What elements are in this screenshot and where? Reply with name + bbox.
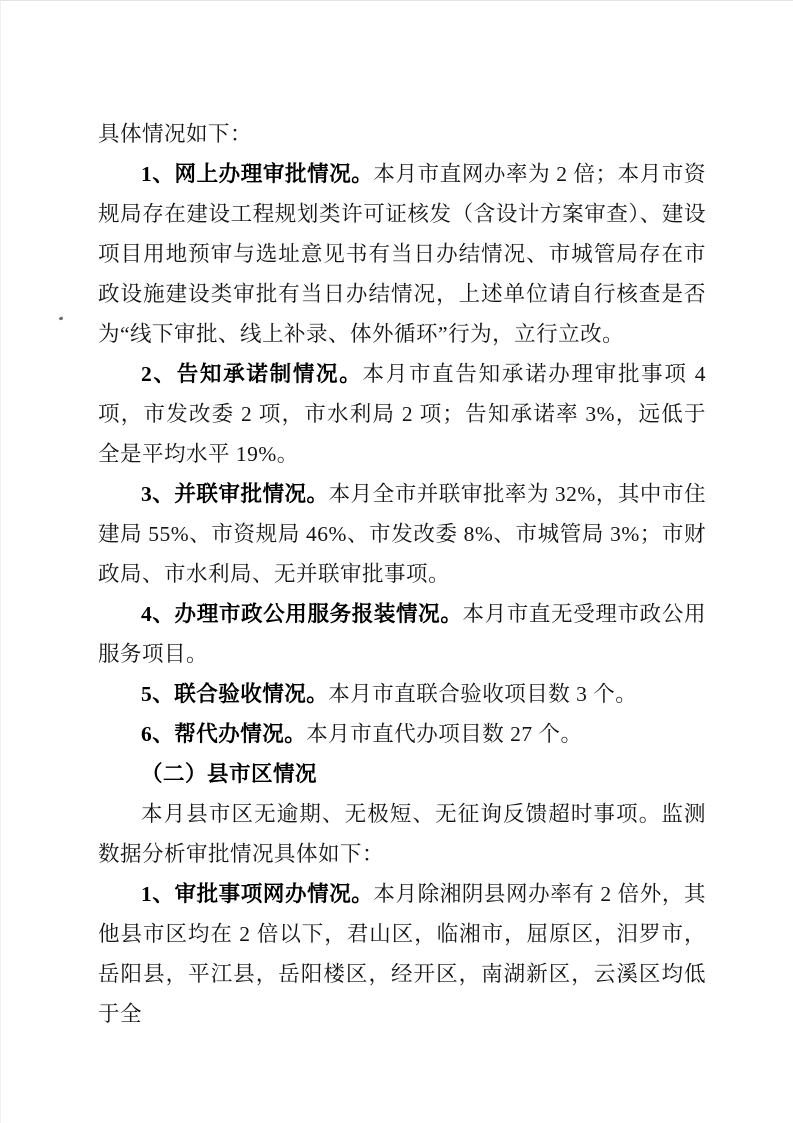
- paragraph-county-intro: 本月县市区无逾期、无极短、无征询反馈超时事项。监测数据分析审批情况具体如下：: [98, 802, 706, 866]
- paragraph-body: 本月全市并联审批率为 32%，其中市住建局 55%、市资规局 46%、市发改委 8%、市城管局 3%；市财政局、市水利局、无并联审批事项。: [98, 482, 706, 586]
- paragraph-joint-acceptance: [98, 674, 706, 714]
- continuation-line: 具体情况如下：: [98, 122, 253, 146]
- paragraph-lead: 2、告知承诺制情况。: [141, 362, 363, 386]
- paragraph-body: 本月市直告知承诺办理审批事项 4 项，市发改委 2 项，市水利局 2 项；告知承诺率 3%，远低于全是平均水平 19%。: [98, 362, 706, 466]
- paragraph-parallel-approval: [98, 474, 706, 594]
- scan-speck-mark: [59, 316, 64, 320]
- paragraph-body: 本月市直联合验收项目数 3 个。: [328, 682, 638, 706]
- paragraph-lead: 1、审批事项网办情况。: [141, 882, 374, 906]
- paragraph-body: 本月除湘阴县网办率有 2 倍外，其他县市区均在 2 倍以下，君山区，临湘市，屈原区，汨罗市，岳阳县，平江县，岳阳楼区，经开区，南湖新区，云溪区均低于全: [98, 882, 706, 1026]
- paragraph-body: 本月市直网办率为 2 倍；本月市资规局存在建设工程规划类许可证核发（含设计方案审查）、建设项目用地预审与选址意见书有当日办结情况、市城管局存在市政设施建设类审批有当日办结情况，上述单位请自行核查是否为“线下审批、线上补录、体外循环”行为，立行立改。: [98, 162, 706, 346]
- paragraph-county-online-rate: [98, 874, 706, 1034]
- paragraph-body: 本月市直无受理市政公用服务项目。: [98, 602, 706, 666]
- paragraph-commitment-system: [98, 354, 706, 474]
- paragraph-online-approval: [98, 154, 706, 354]
- paragraph-lead: 1、网上办理审批情况。: [141, 162, 374, 186]
- paragraph-lead: 3、并联审批情况。: [141, 482, 329, 506]
- paragraph-agency-handling: [98, 714, 706, 754]
- section-heading-county-districts: （二）县市区情况: [141, 762, 318, 786]
- paragraph-lead: 4、办理市政公用服务报装情况。: [141, 602, 463, 626]
- paragraph-lead: 5、联合验收情况。: [141, 682, 329, 706]
- paragraph-body: 本月市直代办项目数 27 个。: [306, 722, 583, 746]
- paragraph-lead: 6、帮代办情况。: [141, 722, 307, 746]
- paragraph-municipal-utility-service: [98, 594, 706, 674]
- document-text-block: [98, 114, 706, 1034]
